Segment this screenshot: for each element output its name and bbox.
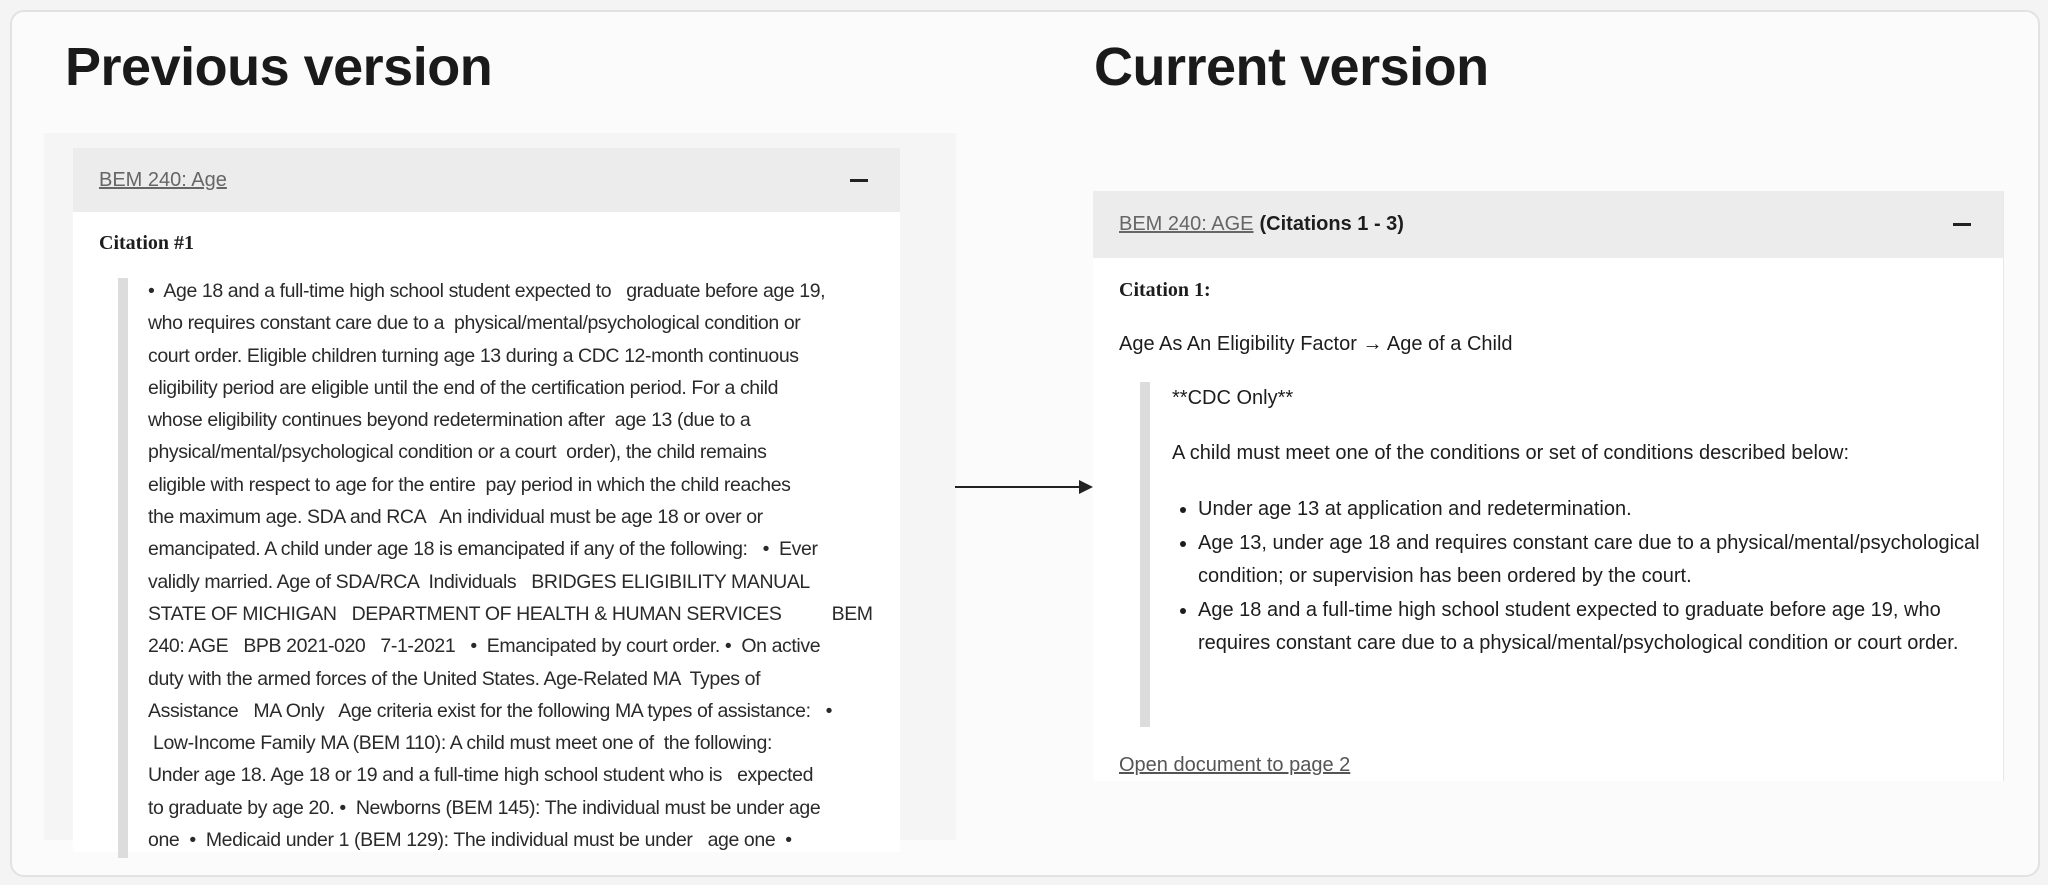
accordion-header[interactable] (73, 148, 900, 212)
arrow-head (1079, 480, 1093, 494)
section-breadcrumb: Age As An Eligibility Factor → Age of a Child (1119, 333, 1513, 355)
quote-bar (118, 278, 128, 858)
citation-line: • Age 18 and a full-time high school student expected to graduate before age 19, (148, 280, 826, 302)
list-item: • Under age 13 at application and redetermination. (1198, 493, 1988, 527)
citation-line: court order. Eligible children turning age 13 during a CDC 12-month continuous (148, 344, 799, 367)
citation-text (148, 275, 873, 856)
citation-label: Citation 1: (1119, 279, 1211, 301)
quote-bar (1140, 382, 1150, 727)
citations-range: (Citations 1 - 3) (1259, 213, 1404, 235)
current-version-title: Current version (1094, 37, 1489, 97)
document-link[interactable]: BEM 240: AGE (1119, 213, 1254, 235)
accordion-header[interactable] (1093, 191, 2003, 258)
citation-line: Assistance MA Only Age criteria exist for the following MA types of assistance: • (148, 699, 833, 722)
citation-line: who requires constant care due to a physical/mental/psychological condition or (148, 312, 801, 335)
citation-line: emancipated. A child under age 18 is emancipated if any of the following: • Ever (148, 538, 818, 561)
citation-line: eligibility period are eligible until the end of the certification period. For a child (148, 376, 779, 399)
citation-line: validly married. Age of SDA/RCA Individuals BRIDGES ELIGIBILITY MANUAL (148, 570, 810, 593)
previous-version-title: Previous version (65, 37, 493, 97)
accordion-body (73, 212, 900, 852)
citation-line: to graduate by age 20. • Newborns (BEM 145): The individual must be under age (148, 796, 821, 819)
open-document-link[interactable]: Open document to page 2 (1119, 754, 1351, 776)
citation-label: Citation #1 (99, 232, 194, 254)
citation-line: 240: AGE BPB 2021-020 7-1-2021 • Emancipated by court order. • On active (148, 635, 821, 658)
citation-line: Under age 18. Age 18 or 19 and a full-time high school student who is expected (148, 764, 814, 787)
list-item: • Age 13, under age 18 and requires constant care due to a physical/mental/psychological condition; or supervision has been ordered by the court. (1198, 527, 1988, 594)
current-version-panel (1093, 191, 2004, 781)
citation-line: physical/mental/psychological condition or a court order), the child remains (148, 441, 767, 464)
previous-version-panel (44, 133, 956, 852)
citation-line: the maximum age. SDA and RCA An individual must be age 18 or over or (148, 506, 763, 529)
conditions-list (1172, 493, 1988, 661)
cdc-note: **CDC Only** (1172, 387, 1294, 409)
document-link[interactable]: BEM 240: Age (99, 168, 227, 191)
citation-line: STATE OF MICHIGAN DEPARTMENT OF HEALTH & HUMAN SERVICES BEM (148, 602, 873, 625)
citation-line: whose eligibility continues beyond redetermination after age 13 (due to a (148, 409, 751, 432)
conditions-intro: A child must meet one of the conditions or set of conditions described below: (1172, 442, 1850, 464)
citation-line: one • Medicaid under 1 (BEM 129): The individual must be under age one • (148, 829, 792, 852)
list-item: • Age 18 and a full-time high school student expected to graduate before age 19, who requires constant care due to a physical/mental/psychological condition or court order. (1198, 594, 1988, 661)
minus-icon[interactable] (1953, 223, 1971, 226)
arrow-right-icon (955, 486, 1081, 488)
citation-line: Low-Income Family MA (BEM 110): A child must meet one of the following: (148, 732, 772, 755)
minus-icon[interactable] (850, 179, 868, 182)
citation-line: eligible with respect to age for the entire pay period in which the child reaches (148, 473, 791, 496)
citation-line: duty with the armed forces of the United States. Age-Related MA Types of (148, 667, 761, 690)
